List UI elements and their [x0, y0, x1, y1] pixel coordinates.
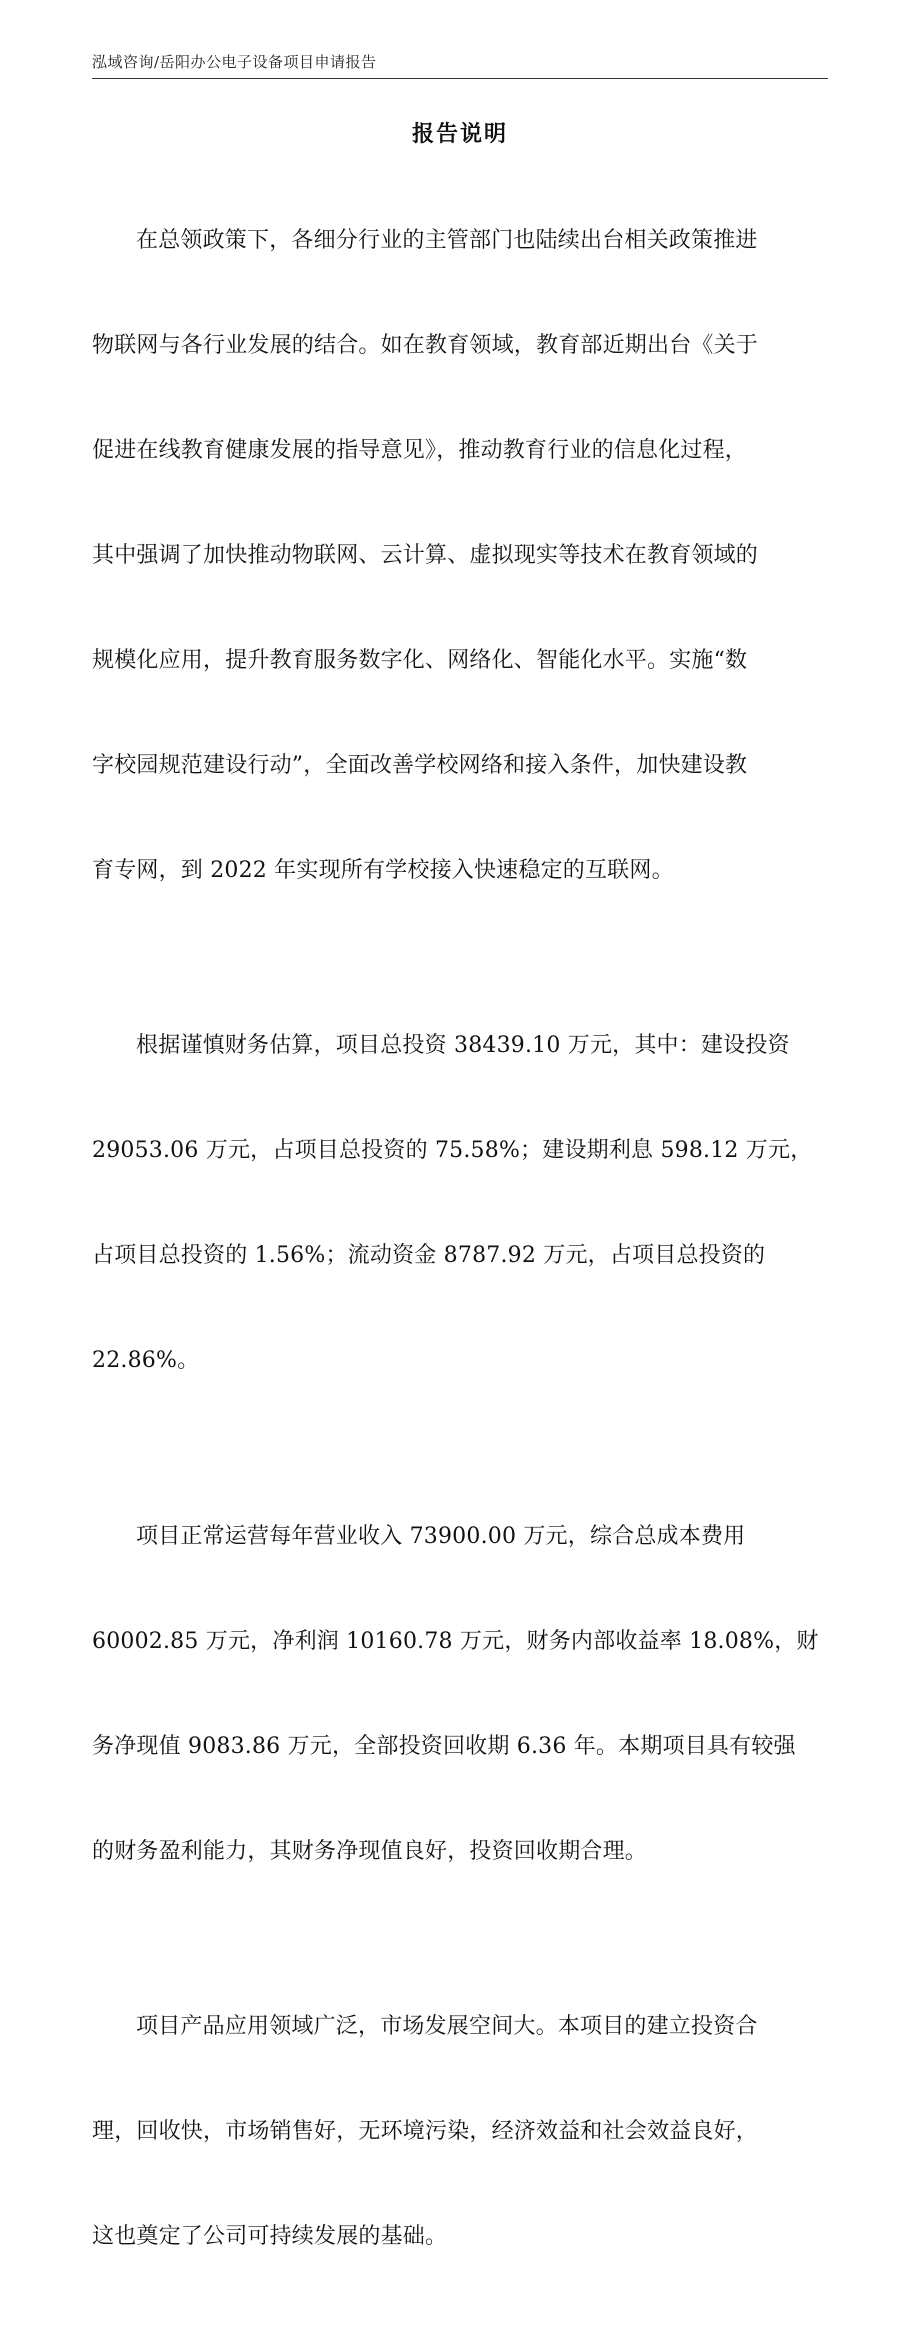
paragraph-line: 字校园规范建设行动”，全面改善学校网络和接入条件，加快建设教 — [92, 752, 748, 778]
paragraph-line: 在总领政策下，各细分行业的主管部门也陆续出台相关政策推进 — [136, 227, 758, 253]
paragraph-line: 项目产品应用领域广泛，市场发展空间大。本项目的建立投资合 — [136, 2014, 758, 2039]
paragraph-market — [92, 1949, 832, 2317]
paragraph-line: 的财务盈利能力，其财务净现值良好，投资回收期合理。 — [92, 1838, 648, 1864]
paragraph-policy — [92, 162, 832, 950]
paragraph-line: 60002.85 万元，净利润 10160.78 万元，财务内部收益率 18.08%，财 — [92, 1628, 819, 1654]
paragraph-line: 根据谨慎财务估算，项目总投资 38439.10 万元，其中：建设投资 — [136, 1033, 790, 1058]
paragraph-line: 29053.06 万元，占项目总投资的 75.58%；建设期利息 598.12 万元， — [92, 1138, 813, 1163]
document-body — [92, 162, 832, 2334]
paragraph-line: 务净现值 9083.86 万元，全部投资回收期 6.36 年。本期项目具有较强 — [92, 1733, 796, 1759]
paragraph-line: 这也奠定了公司可持续发展的基础。 — [92, 2224, 448, 2249]
paragraph-line: 物联网与各行业发展的结合。如在教育领域，教育部近期出台《关于 — [92, 332, 759, 358]
paragraph-investment — [92, 968, 832, 1441]
paragraph-line: 育专网，到 2022 年实现所有学校接入快速稳定的互联网。 — [92, 857, 674, 883]
paragraph-line: 其中强调了加快推动物联网、云计算、虚拟现实等技术在教育领域的 — [92, 542, 759, 568]
running-header: 泓域咨询/岳阳办公电子设备项目申请报告 — [92, 53, 377, 71]
header-divider — [92, 78, 828, 79]
paragraph-line: 促进在线教育健康发展的指导意见》，推动教育行业的信息化过程， — [92, 437, 748, 463]
paragraph-line: 22.86%。 — [92, 1348, 200, 1373]
paragraph-line: 理，回收快，市场销售好，无环境污染，经济效益和社会效益良好， — [92, 2119, 759, 2144]
paragraph-financials — [92, 1458, 832, 1931]
paragraph-line: 规模化应用，提升教育服务数字化、网络化、智能化水平。实施“数 — [92, 647, 748, 673]
paragraph-line: 项目正常运营每年营业收入 73900.00 万元，综合总成本费用 — [136, 1523, 746, 1549]
page-title: 报告说明 — [411, 122, 508, 147]
paragraph-line: 占项目总投资的 1.56%；流动资金 8787.92 万元，占项目总投资的 — [92, 1243, 766, 1268]
